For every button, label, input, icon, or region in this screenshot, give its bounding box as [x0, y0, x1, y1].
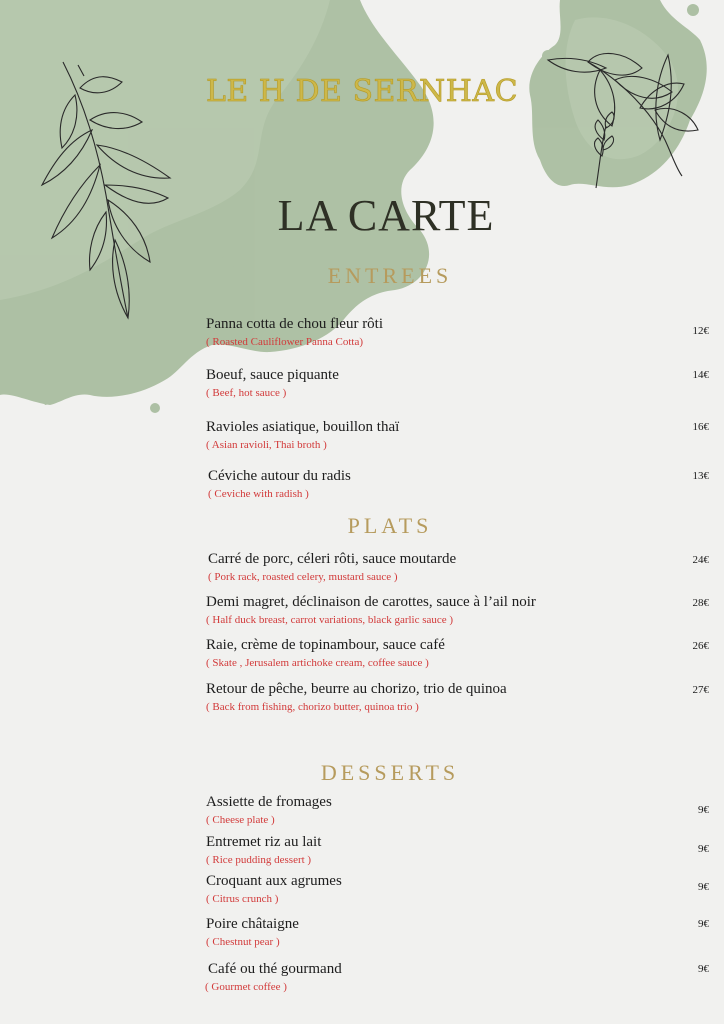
item-name: Panna cotta de chou fleur rôti — [206, 316, 384, 332]
item-description: ( Skate , Jerusalem artichoke cream, coffee sauce ) — [206, 657, 429, 669]
item-name: Ravioles asiatique, bouillon thaï — [206, 419, 400, 435]
item-name: Raie, crème de topinambour, sauce café — [206, 637, 445, 653]
item-name: Poire châtaigne — [206, 916, 299, 932]
item-price: 26€ — [692, 640, 709, 652]
section-title-desserts: DESSERTS — [320, 760, 460, 785]
section-title-plats: PLATS — [347, 513, 433, 538]
item-name: Entremet riz au lait — [206, 834, 322, 850]
item-description: ( Citrus crunch ) — [206, 893, 279, 905]
item-description: ( Back from fishing, chorizo butter, quinoa trio ) — [206, 701, 419, 713]
item-description: ( Cheese plate ) — [206, 814, 275, 826]
item-price: 9€ — [698, 918, 709, 930]
item-name: Retour de pêche, beurre au chorizo, trio de quinoa — [206, 681, 507, 697]
item-price: 9€ — [698, 963, 709, 975]
item-price: 24€ — [692, 554, 709, 566]
item-description: ( Beef, hot sauce ) — [206, 387, 287, 399]
item-description: ( Pork rack, roasted celery, mustard sauce ) — [208, 571, 398, 583]
menu-item — [205, 960, 709, 994]
item-price: 27€ — [692, 684, 709, 696]
menu-item — [208, 467, 709, 501]
item-price: 9€ — [698, 881, 709, 893]
item-price: 12€ — [692, 325, 709, 337]
item-name: Céviche autour du radis — [208, 468, 351, 484]
item-price: 14€ — [692, 369, 709, 381]
restaurant-name: LE H DE SERNHAC — [205, 74, 519, 109]
menu-item — [206, 315, 709, 349]
item-description: ( Asian ravioli, Thai broth ) — [206, 439, 327, 451]
section-title-entrees: ENTREES — [327, 263, 453, 288]
item-name: Café ou thé gourmand — [208, 961, 342, 977]
item-name: Assiette de fromages — [206, 794, 332, 810]
item-name: Boeuf, sauce piquante — [206, 367, 339, 383]
menu-item — [206, 418, 709, 452]
item-price: 28€ — [692, 597, 709, 609]
menu-item — [206, 593, 709, 627]
menu-item — [206, 872, 709, 906]
menu-item — [206, 366, 709, 400]
menu-item — [206, 793, 709, 827]
item-price: 13€ — [692, 470, 709, 482]
menu-item — [206, 636, 709, 670]
menu-item — [206, 915, 709, 949]
menu-item — [206, 833, 709, 867]
menu-title: LA CARTE — [277, 191, 495, 240]
menu-item — [208, 550, 709, 584]
item-price: 9€ — [698, 843, 709, 855]
menu-item — [206, 680, 709, 714]
item-description: ( Gourmet coffee ) — [205, 981, 287, 993]
item-name: Carré de porc, céleri rôti, sauce moutarde — [208, 551, 457, 567]
item-price: 16€ — [692, 421, 709, 433]
item-description: ( Rice pudding dessert ) — [206, 854, 312, 866]
item-description: ( Ceviche with radish ) — [208, 488, 309, 500]
item-description: ( Chestnut pear ) — [206, 936, 280, 948]
item-price: 9€ — [698, 804, 709, 816]
item-name: Demi magret, déclinaison de carottes, sauce à l’ail noir — [206, 594, 536, 610]
item-name: Croquant aux agrumes — [206, 873, 342, 889]
item-description: ( Half duck breast, carrot variations, black garlic sauce ) — [206, 614, 454, 626]
item-description: ( Roasted Cauliflower Panna Cotta) — [206, 336, 364, 348]
